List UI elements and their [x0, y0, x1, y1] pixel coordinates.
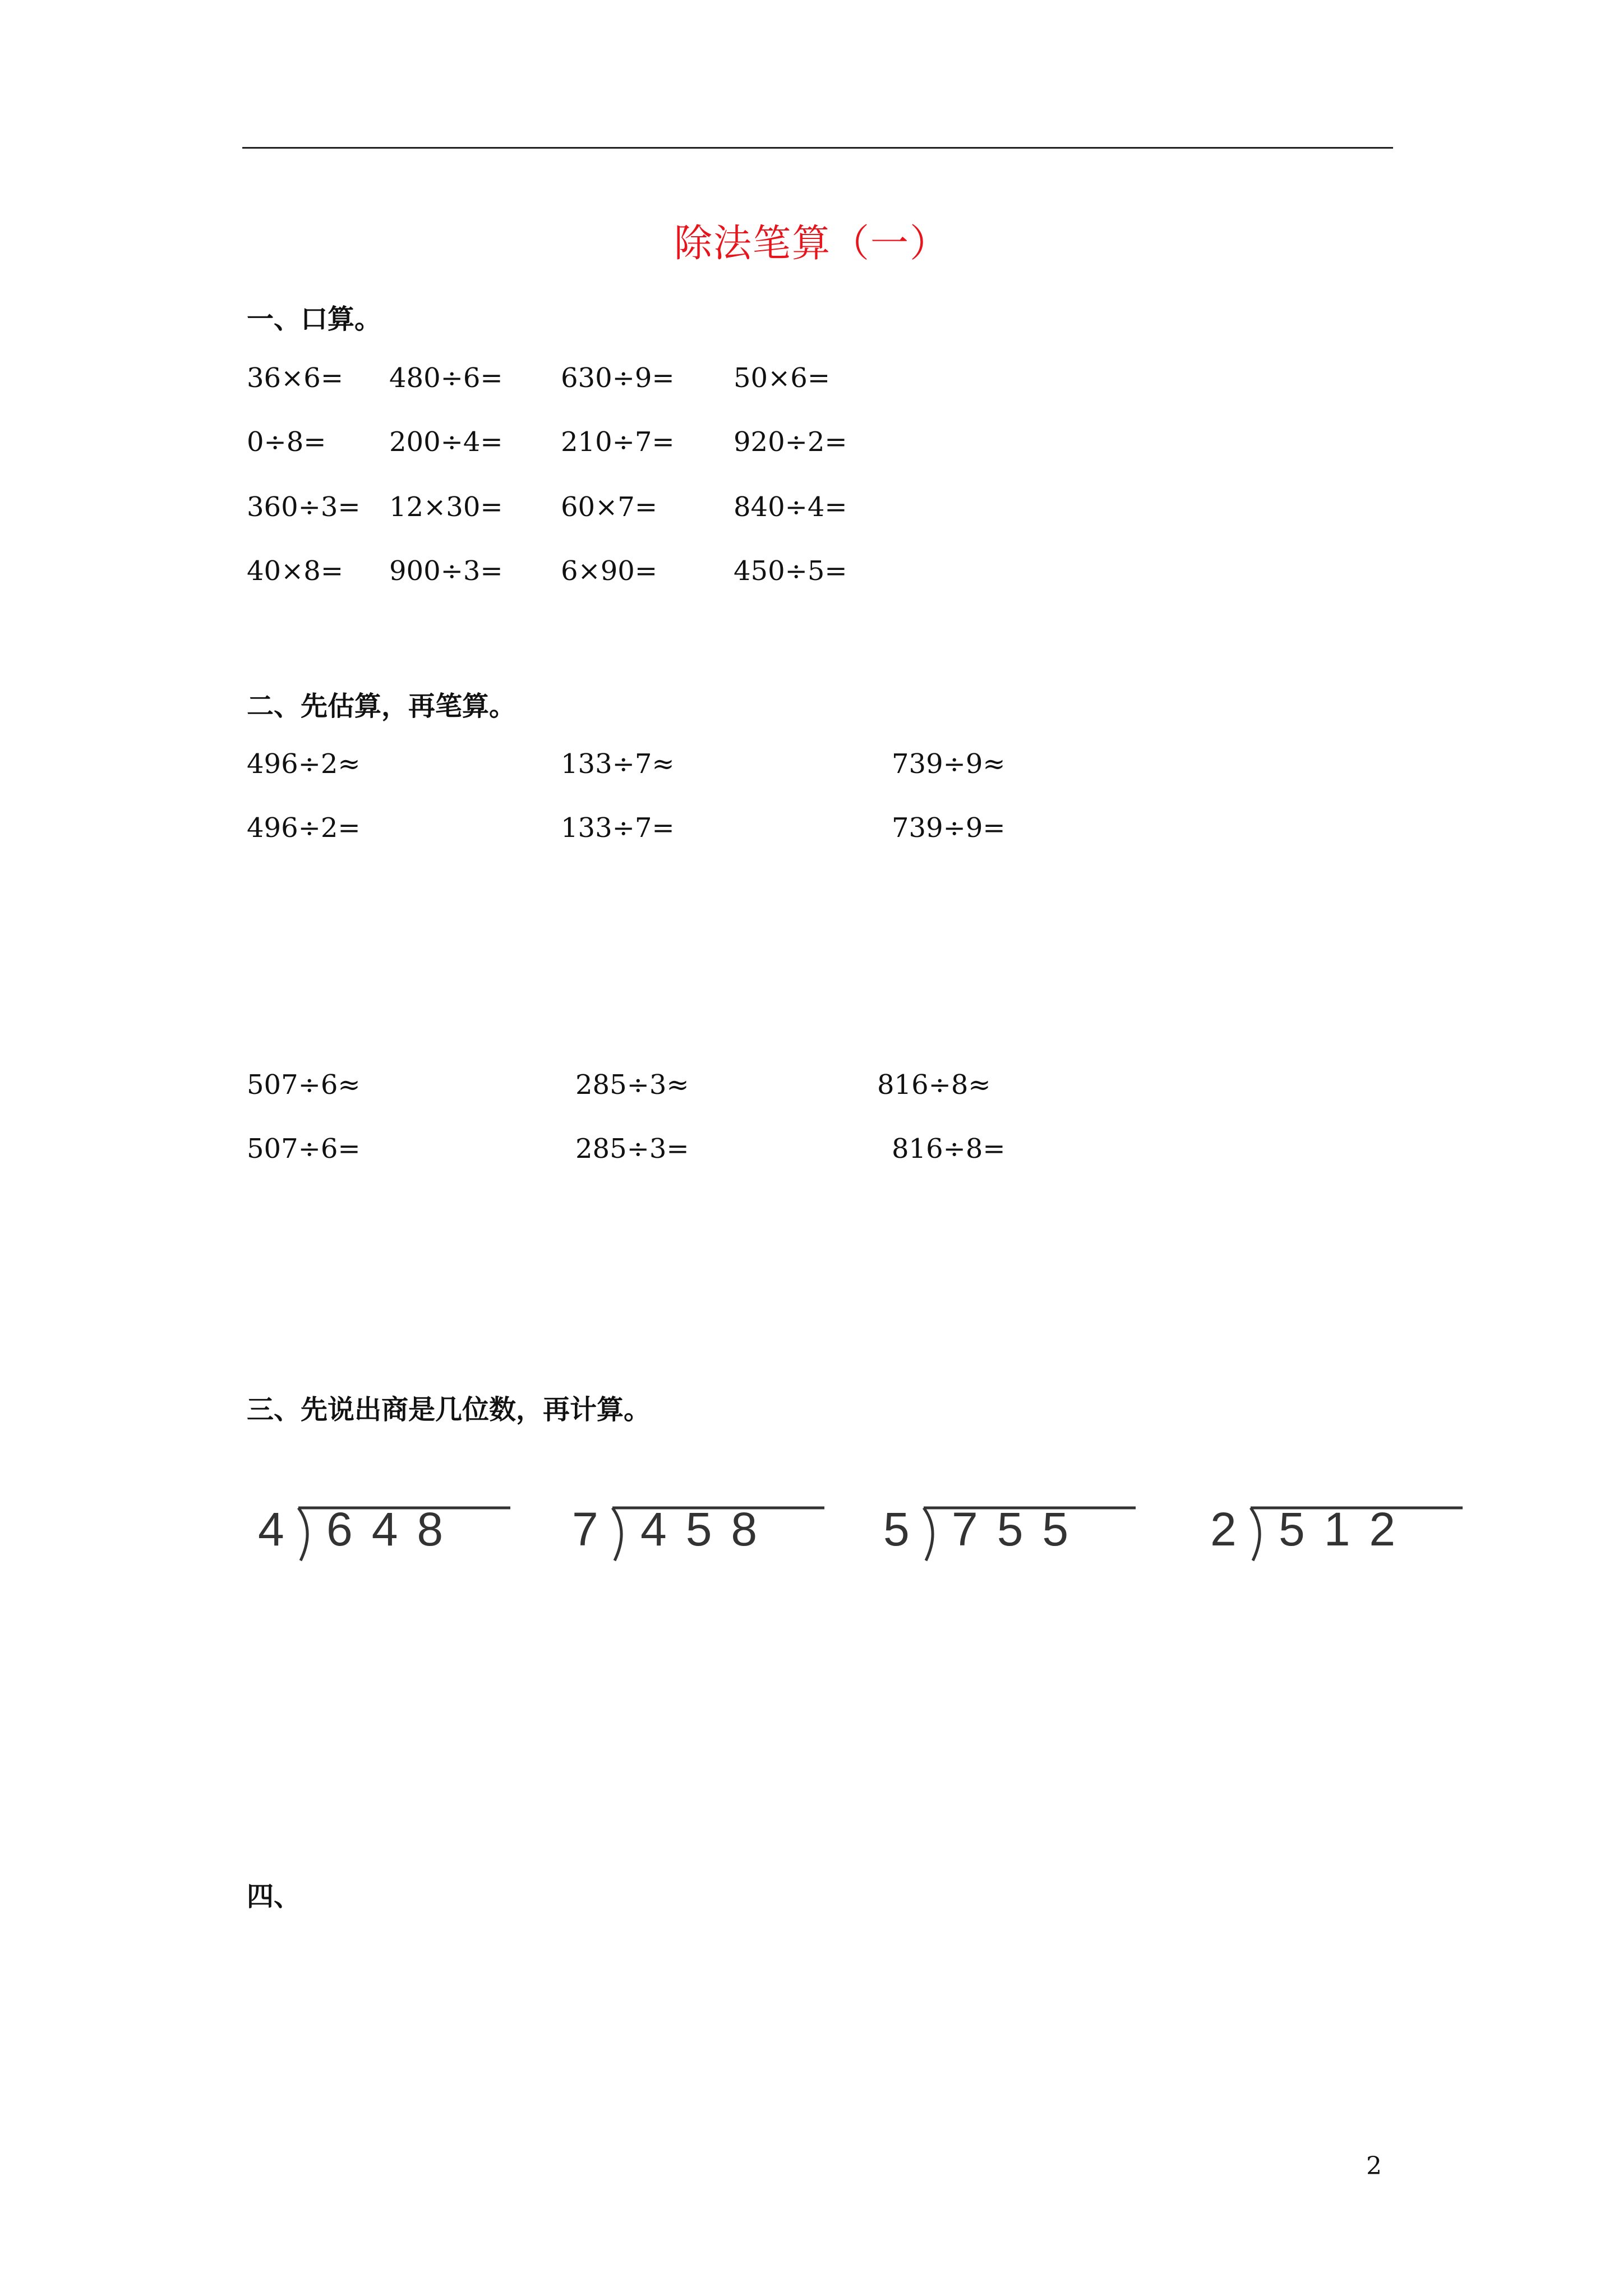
oral-problem: 630÷9= — [561, 362, 675, 394]
long-division — [1199, 1485, 1457, 1570]
written-problem: 739÷9= — [892, 812, 1006, 844]
section3-heading: 三、先说出商是几位数，再计算。 — [247, 1394, 651, 1425]
written-problem: 507÷6= — [247, 1133, 361, 1165]
oral-problem: 6×90= — [561, 555, 658, 587]
written-problem: 285÷3= — [575, 1133, 689, 1165]
oral-problem: 12×30= — [389, 491, 503, 523]
written-problem: 133÷7= — [561, 812, 675, 844]
page-title: 除法笔算（一） — [674, 222, 949, 266]
estimate-problem: 507÷6≈ — [247, 1069, 361, 1101]
oral-problem: 480÷6= — [389, 362, 503, 394]
estimate-problem: 285÷3≈ — [575, 1069, 689, 1101]
written-problem: 496÷2= — [247, 812, 361, 844]
divisor: 2 — [1210, 1503, 1237, 1556]
divisor: 4 — [258, 1503, 284, 1556]
written-problem: 816÷8= — [892, 1133, 1006, 1165]
oral-problem: 210÷7= — [561, 426, 675, 458]
long-division — [872, 1485, 1130, 1570]
section4-heading: 四、 — [247, 1881, 301, 1912]
oral-problem: 900÷3= — [389, 555, 503, 587]
estimate-problem: 739÷9≈ — [892, 748, 1006, 780]
oral-problem: 50×6= — [734, 362, 831, 394]
dividend: 755 — [952, 1503, 1088, 1556]
dividend: 648 — [326, 1503, 463, 1556]
oral-problem: 40×8= — [247, 555, 344, 587]
estimate-problem: 816÷8≈ — [877, 1069, 991, 1101]
oral-problem: 920÷2= — [734, 426, 847, 458]
oral-problem: 60×7= — [561, 491, 658, 523]
oral-problem: 36×6= — [247, 362, 344, 394]
oral-problem: 450÷5= — [734, 555, 847, 587]
oral-problem: 360÷3= — [247, 491, 361, 523]
section2-heading: 二、先估算，再笔算。 — [247, 691, 517, 722]
dividend: 458 — [640, 1503, 777, 1556]
long-division — [561, 1485, 819, 1570]
divisor: 5 — [883, 1503, 910, 1556]
oral-problem: 0÷8= — [247, 426, 326, 458]
section1-heading: 一、口算。 — [247, 303, 382, 335]
estimate-problem: 496÷2≈ — [247, 748, 361, 780]
divisor: 7 — [572, 1503, 598, 1556]
oral-problem: 840÷4= — [734, 491, 847, 523]
dividend: 512 — [1279, 1503, 1415, 1556]
estimate-problem: 133÷7≈ — [561, 748, 675, 780]
page-number: 2 — [1366, 2152, 1382, 2180]
long-division — [247, 1485, 505, 1570]
header-rule — [242, 147, 1393, 149]
oral-problem: 200÷4= — [389, 426, 503, 458]
